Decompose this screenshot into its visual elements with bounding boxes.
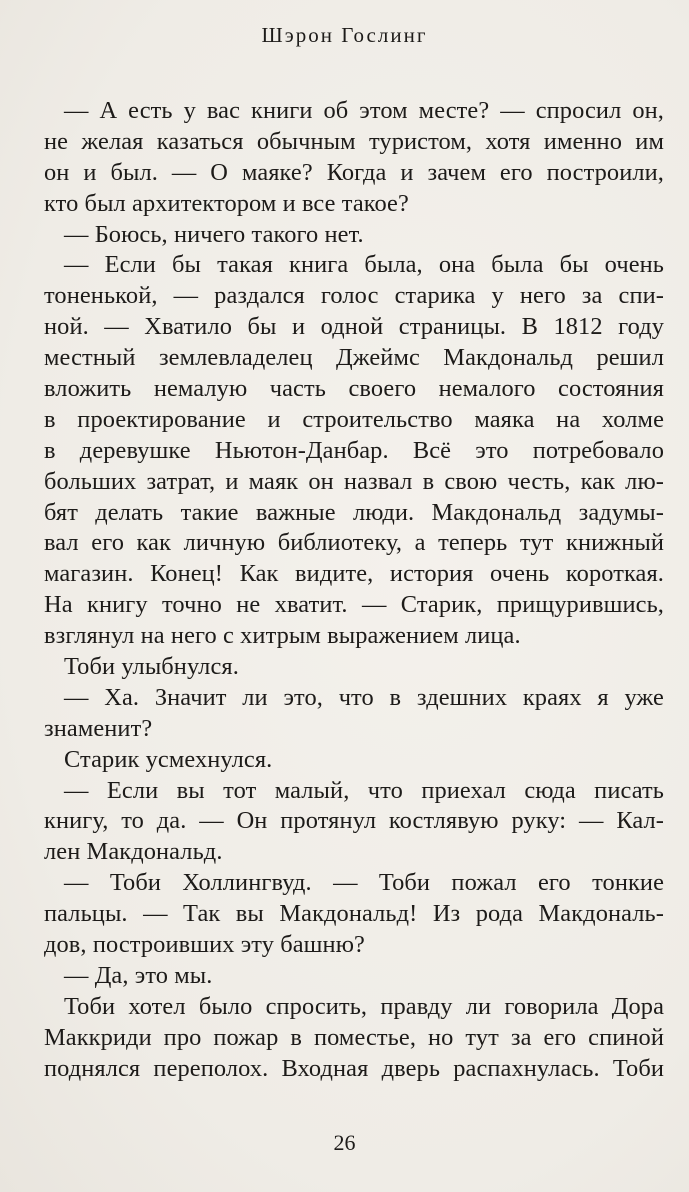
text-line: — Если вы тот малый, что приехал сюда писать xyxy=(64,776,664,804)
text-line: он и был. — О маяке? Когда и зачем его построили, xyxy=(44,158,664,186)
running-header: Шэрон Гослинг xyxy=(261,23,428,47)
body-text xyxy=(44,96,664,1085)
text-line: знаменит? xyxy=(44,714,153,742)
text-line: поднялся переполох. Входная дверь распахнулась. Тоби xyxy=(44,1054,664,1082)
text-line: кто был архитектором и все такое? xyxy=(44,189,409,217)
text-line: — Да, это мы. xyxy=(64,961,213,989)
text-line: больших затрат, и маяк он назвал в свою честь, как лю- xyxy=(44,467,664,495)
text-line: местный землевладелец Джеймс Макдональд решил xyxy=(44,344,664,372)
page-number: 26 xyxy=(333,1130,356,1155)
text-line: бят делать такие важные люди. Макдональд задумы- xyxy=(44,498,664,526)
text-line: в проектирование и строительство маяка на холме xyxy=(44,405,664,433)
text-line: ной. — Хватило бы и одной страницы. В 1812 году xyxy=(44,313,664,341)
text-line: дов, построивших эту башню? xyxy=(44,931,365,959)
text-line: — А есть у вас книги об этом месте? — спросил он, xyxy=(64,97,664,124)
text-line: Тоби улыбнулся. xyxy=(64,653,239,681)
text-line: вложить немалую часть своего немалого состояния xyxy=(44,375,664,403)
text-line: — Если бы такая книга была, она была бы очень xyxy=(64,251,664,279)
text-line: Старик усмехнулся. xyxy=(64,745,273,773)
text-line: взглянул на него с хитрым выражением лица. xyxy=(44,622,521,650)
text-line: магазин. Конец! Как видите, история очень короткая. xyxy=(44,560,664,588)
text-line: в деревушке Ньютон-Данбар. Всё это потребовало xyxy=(44,436,664,464)
text-line: На книгу точно не хватит. — Старик, прищурившись, xyxy=(44,591,664,619)
text-line: книгу, то да. — Он протянул костлявую руку: — Кал- xyxy=(44,807,664,835)
text-line: не желая казаться обычным туристом, хотя именно им xyxy=(44,127,664,155)
text-line: Тоби хотел было спросить, правду ли говорила Дора xyxy=(64,992,664,1020)
text-line: вал его как личную библиотеку, а теперь тут книжный xyxy=(44,529,664,557)
text-line: — Тоби Холлингвуд. — Тоби пожал его тонкие xyxy=(64,869,664,897)
text-line: — Ха. Значит ли это, что в здешних краях я уже xyxy=(64,683,664,711)
text-line: Маккриди про пожар в поместье, но тут за его спиной xyxy=(44,1023,664,1051)
text-line: пальцы. — Так вы Макдональд! Из рода Макдональ- xyxy=(44,900,664,928)
text-line: лен Макдональд. xyxy=(44,838,223,866)
text-line: тоненькой, — раздался голос старика у него за спи- xyxy=(44,282,664,310)
text-line: — Боюсь, ничего такого нет. xyxy=(64,220,364,248)
